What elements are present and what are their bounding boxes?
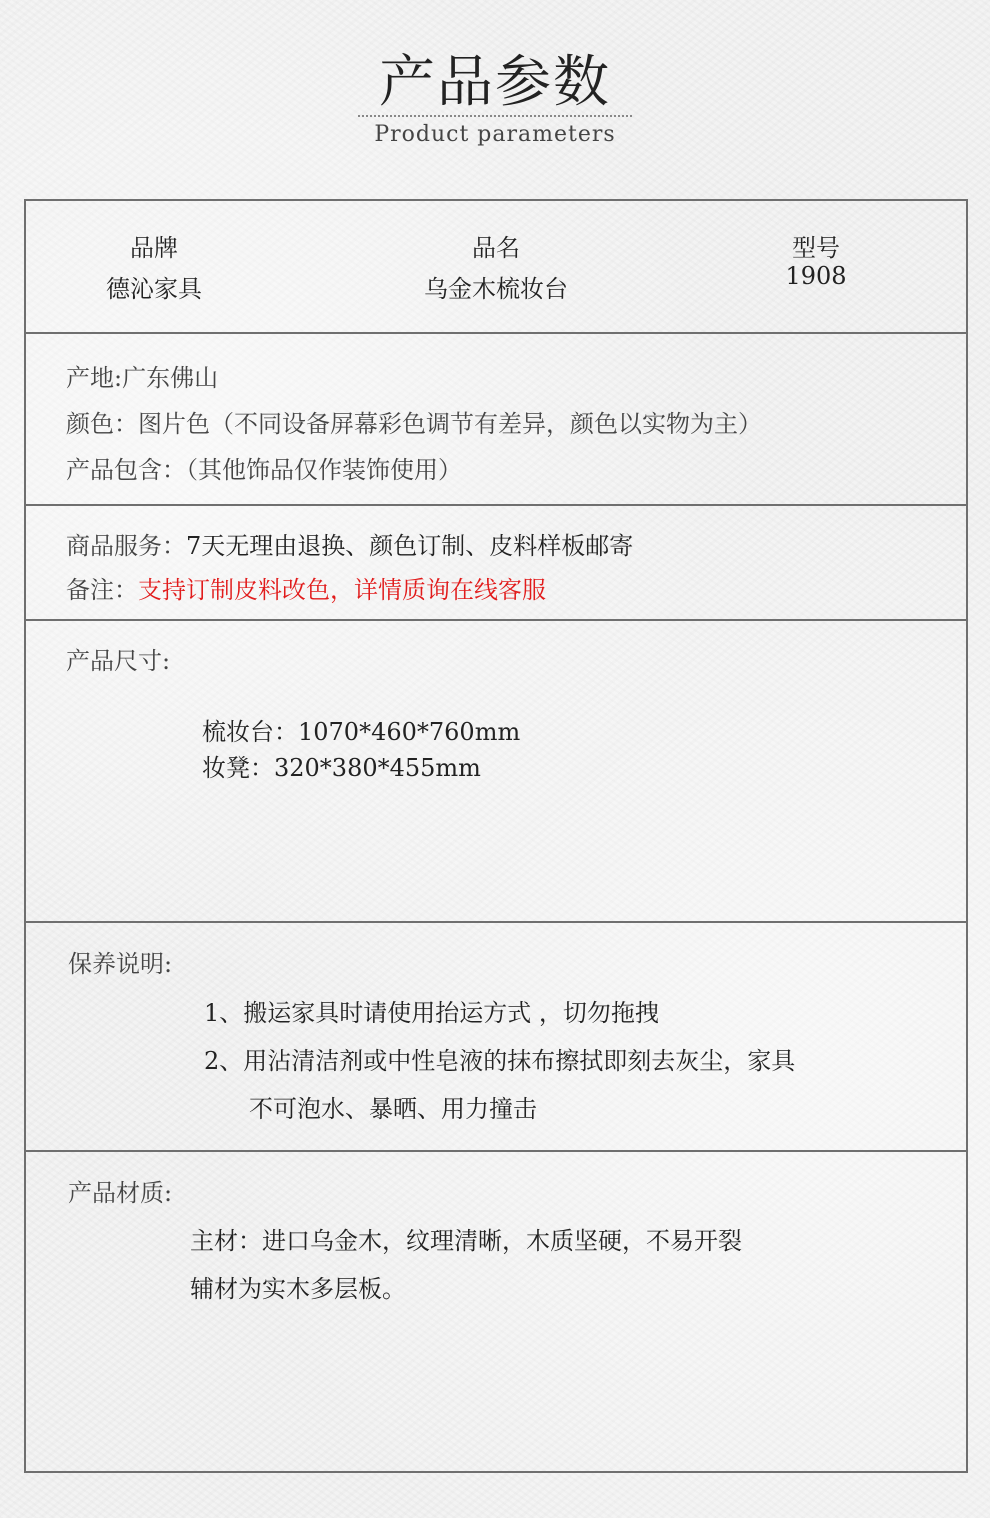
page-title: 产品参数 xyxy=(379,50,611,115)
service-text xyxy=(66,526,633,561)
dimension-item-stool: 妆凳：320*380*455mm xyxy=(202,754,481,782)
name-label: 品名 xyxy=(472,234,520,262)
origin-row xyxy=(26,334,966,506)
service-row xyxy=(26,506,966,621)
material-row xyxy=(26,1152,966,1471)
note-value: 支持订制皮料改色，详情质询在线客服 xyxy=(138,576,546,604)
includes-text: 产品包含：（其他饰品仅作装饰使用） xyxy=(66,456,462,484)
dimensions-row xyxy=(26,621,966,923)
care-row xyxy=(26,923,966,1152)
care-item-1: 1、搬运家具时请使用抬运方式 ，切勿拖拽 xyxy=(204,999,659,1027)
specs-row xyxy=(26,201,966,334)
care-item-2: 2、用沾清洁剂或中性皂液的抹布擦拭即刻去灰尘，家具 xyxy=(204,1047,796,1075)
color-text: 颜色：图片色（不同设备屏幕彩色调节有差异，颜色以实物为主） xyxy=(66,410,762,438)
note-text xyxy=(66,570,546,605)
care-item-2-cont: 不可泡水、暴晒、用力撞击 xyxy=(249,1095,537,1123)
model-label: 型号 xyxy=(792,234,840,262)
title-divider xyxy=(358,115,632,117)
material-auxiliary: 辅材为实木多层板。 xyxy=(190,1275,406,1303)
material-label: 产品材质: xyxy=(68,1179,173,1207)
page-subtitle: Product parameters xyxy=(374,122,616,147)
parameters-table xyxy=(24,199,968,1473)
service-value: 7天无理由退换、颜色订制、皮料样板邮寄 xyxy=(186,532,634,560)
brand-value: 德沁家具 xyxy=(106,275,202,303)
model-value: 1908 xyxy=(785,262,847,290)
care-label: 保养说明: xyxy=(68,950,173,978)
note-label: 备注： xyxy=(66,576,138,604)
name-value: 乌金木梳妆台 xyxy=(424,275,568,303)
origin-text: 产地:广东佛山 xyxy=(66,364,219,392)
material-main: 主材：进口乌金木，纹理清晰，木质坚硬，不易开裂 xyxy=(190,1227,742,1255)
dimensions-label: 产品尺寸: xyxy=(66,647,171,675)
service-label: 商品服务： xyxy=(66,532,186,560)
dimension-item-dresser: 梳妆台：1070*460*760mm xyxy=(202,718,521,746)
brand-label: 品牌 xyxy=(130,234,178,262)
